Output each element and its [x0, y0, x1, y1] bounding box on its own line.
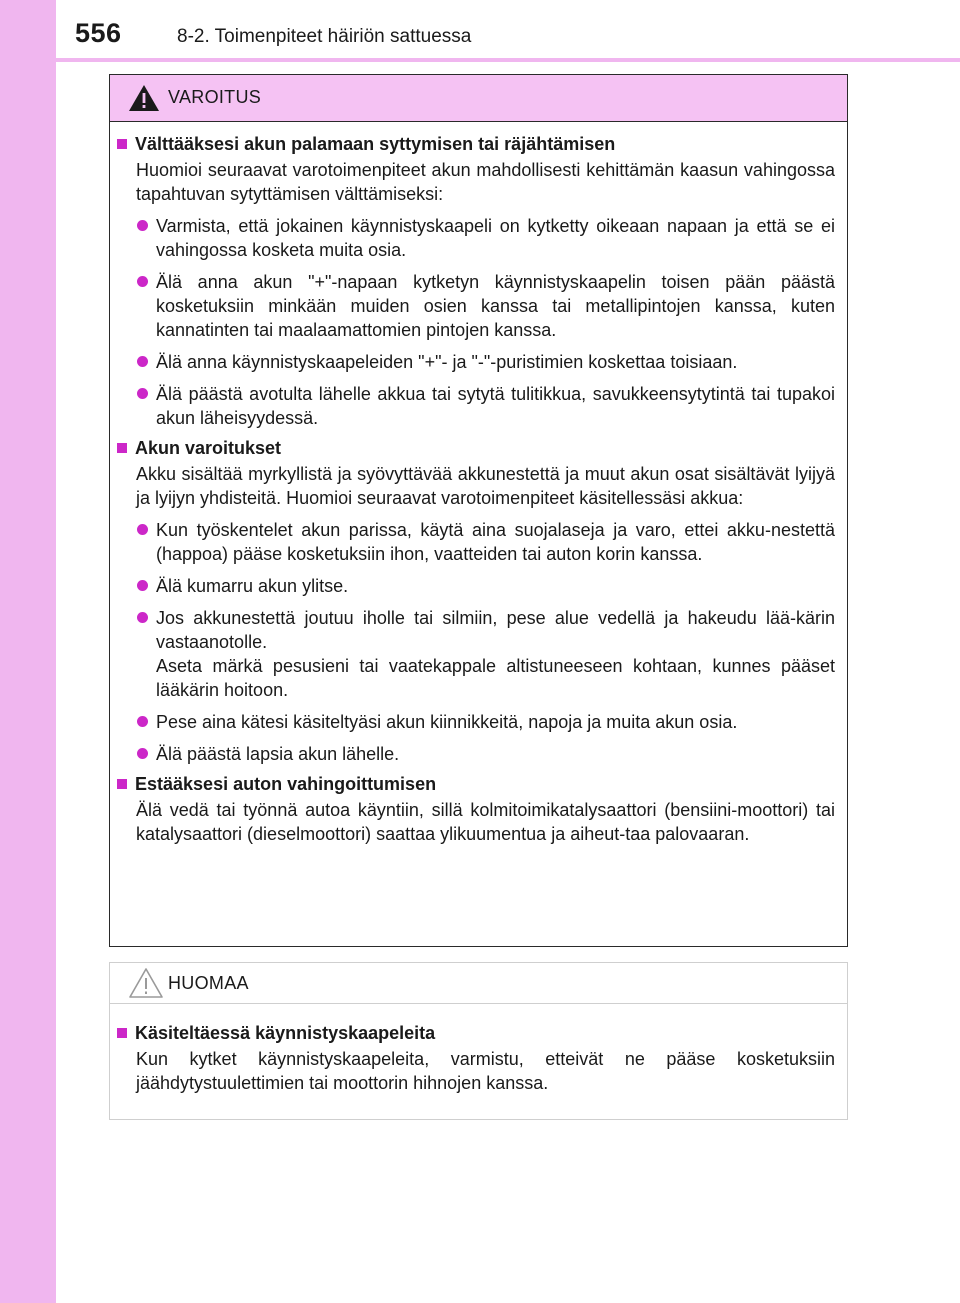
list-item-text: Älä anna akun "+"-napaan kytketyn käynnistyskaapelin toisen pään päästä kosketuksiin minkään muiden osien kanssa tai metallipintojen kanssa, kuten kannatinten tai maalaamattomien pintojen kanssa.	[156, 272, 835, 340]
list-item	[117, 214, 835, 262]
section-paragraph: Älä vedä tai työnnä autoa käyntiin, sillä kolmitoimikatalysaattori (bensiini-moottori) tai katalysaattori (dieselmoottori) saattaa ylikuumentua ja aiheut-taa palovaaran.	[136, 800, 835, 844]
section-heading-text: Välttääksesi akun palamaan syttymisen tai räjähtämisen	[135, 134, 616, 154]
warning-section	[117, 436, 835, 766]
section-paragraph: Akku sisältää myrkyllistä ja syövyttävää akkunestettä ja muut akun osat sisältävät lyijyä ja lyijyn yhdisteitä. Huomioi seuraavat varotoimenpiteet käsitellessäsi akkua:	[136, 464, 835, 508]
section-heading-text: Käsiteltäessä käynnistyskaapeleita	[135, 1023, 436, 1043]
list-item-text: Älä kumarru akun ylitse.	[156, 576, 349, 596]
round-bullet-icon	[137, 220, 148, 231]
round-bullet-icon	[137, 580, 148, 591]
list-item	[117, 518, 835, 566]
list-item-text: Älä anna käynnistyskaapeleiden "+"- ja "-"-puristimien koskettaa toisiaan.	[156, 352, 738, 372]
list-item-text: Kun työskentelet akun parissa, käytä aina suojalaseja ja varo, ettei akku-nestettä (happoa) pääse kosketuksiin ihon, vaatteiden tai auton korin kanssa.	[156, 520, 835, 564]
section-heading	[117, 772, 835, 796]
warning-content	[110, 122, 847, 846]
note-label: HUOMAA	[168, 973, 249, 993]
list-item-content	[156, 606, 835, 702]
list-item	[117, 270, 835, 342]
warning-section	[117, 132, 835, 430]
list-item	[117, 382, 835, 430]
note-box	[109, 962, 848, 1120]
round-bullet-icon	[137, 748, 148, 759]
list-item-text: Jos akkunestettä joutuu iholle tai silmiin, pese alue vedellä ja hakeudu lää-kärin vastaanotolle.	[156, 608, 835, 652]
section-title: 8-2. Toimenpiteet häiriön sattuessa	[177, 26, 472, 47]
square-bullet-icon	[117, 1028, 127, 1038]
round-bullet-icon	[137, 716, 148, 727]
section-heading-text: Akun varoitukset	[135, 438, 282, 458]
warning-section	[117, 772, 835, 846]
section-paragraph: Kun kytket käynnistyskaapeleita, varmistu, etteivät ne pääse kosketuksiin jäähdytystuulettimien tai moottorin hihnojen kanssa.	[136, 1049, 835, 1093]
round-bullet-icon	[137, 612, 148, 623]
note-content	[110, 1004, 847, 1095]
list-item-text: Varmista, että jokainen käynnistyskaapeli on kytketty oikeaan napaan ja että se ei vahingossa kosketa muita osia.	[156, 216, 835, 260]
warning-header	[110, 75, 847, 122]
round-bullet-icon	[137, 524, 148, 535]
section-heading	[117, 436, 835, 460]
round-bullet-icon	[137, 276, 148, 287]
list-item	[117, 574, 835, 598]
square-bullet-icon	[117, 139, 127, 149]
round-bullet-icon	[137, 388, 148, 399]
note-header	[110, 963, 847, 1004]
page-number: 556	[75, 18, 122, 48]
list-item	[117, 742, 835, 766]
side-tab	[0, 0, 56, 1303]
section-heading-text: Estääksesi auton vahingoittumisen	[135, 774, 437, 794]
header-rule	[56, 58, 960, 62]
square-bullet-icon	[117, 779, 127, 789]
note-section	[117, 1021, 835, 1095]
section-heading	[117, 132, 835, 156]
list-item	[117, 710, 835, 734]
warning-box	[109, 74, 848, 947]
list-item-text: Pese aina kätesi käsiteltyäsi akun kiinnikkeitä, napoja ja muita akun osia.	[156, 712, 738, 732]
caution-triangle-outline-icon	[128, 967, 164, 999]
list-item-followup: Aseta märkä pesusieni tai vaatekappale altistuneeseen kohtaan, kunnes pääset lääkärin hoitoon.	[156, 656, 835, 700]
warning-triangle-icon	[128, 84, 160, 112]
list-item-text: Älä päästä lapsia akun lähelle.	[156, 744, 400, 764]
list-item	[117, 350, 835, 374]
warning-label: VAROITUS	[168, 87, 262, 107]
section-heading	[117, 1021, 835, 1045]
square-bullet-icon	[117, 443, 127, 453]
section-paragraph: Huomioi seuraavat varotoimenpiteet akun mahdollisesti kehittämän kaasun vahingossa tapahtuvan sytyttämisen välttämiseksi:	[136, 160, 835, 204]
round-bullet-icon	[137, 356, 148, 367]
list-item-text: Älä päästä avotulta lähelle akkua tai sytytä tulitikkua, savukkeensytytintä tai tupakoi akun läheisyydessä.	[156, 384, 835, 428]
list-item	[117, 606, 835, 702]
